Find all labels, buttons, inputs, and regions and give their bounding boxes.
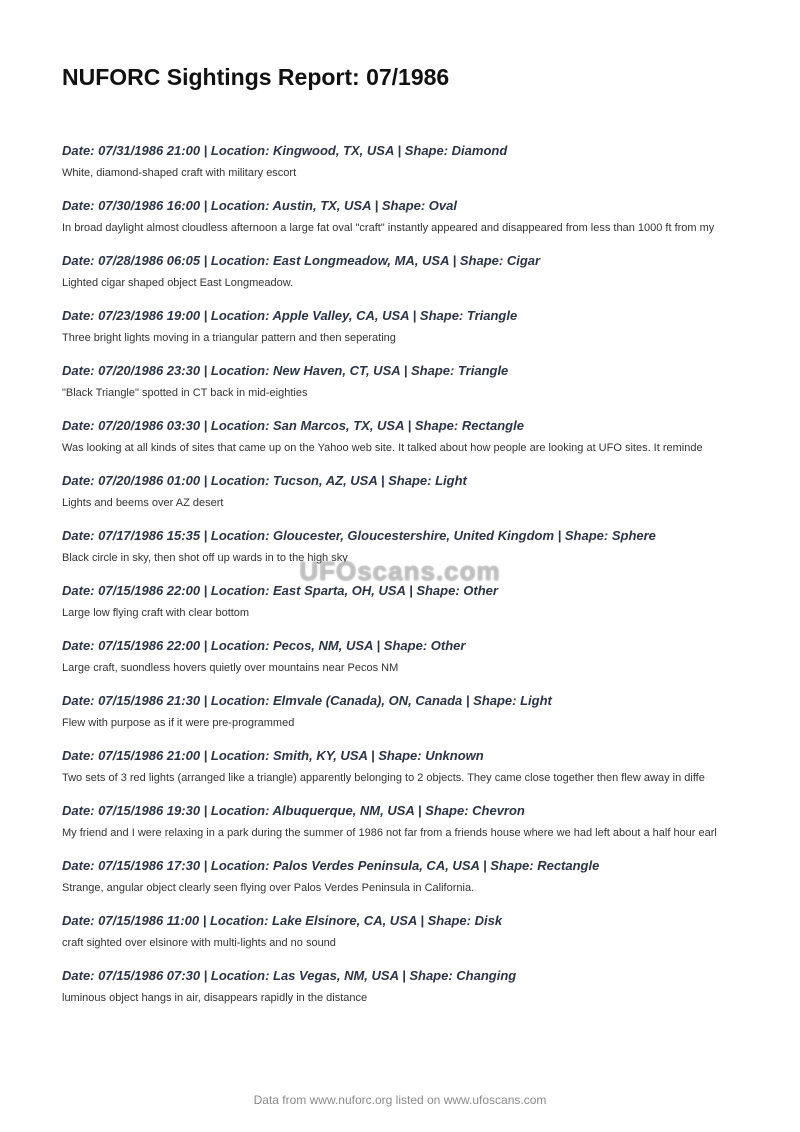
entry-description: Lights and beems over AZ desert	[62, 497, 224, 509]
entry-description: My friend and I were relaxing in a park during the summer of 1986 not far from a friends house where we had left about a half hour earl	[62, 827, 717, 839]
list-item	[62, 528, 742, 566]
watermark-logo: UFOscans.com	[299, 556, 501, 586]
entry-heading: Date: 07/15/1986 11:00 | Location: Lake Elsinore, CA, USA | Shape: Disk	[62, 913, 503, 928]
entry-description: Strange, angular object clearly seen flying over Palos Verdes Peninsula in California.	[62, 882, 475, 894]
entry-description: Large craft, suondless hovers quietly over mountains near Pecos NM	[62, 662, 399, 674]
entry-description: "Black Triangle" spotted in CT back in mid-eighties	[62, 387, 308, 399]
list-item	[62, 968, 742, 1006]
list-item	[62, 308, 742, 346]
list-item	[62, 913, 742, 951]
list-item	[62, 638, 742, 676]
entry-description: Three bright lights moving in a triangular pattern and then seperating	[62, 332, 396, 344]
list-item	[62, 253, 742, 291]
list-item	[62, 583, 742, 621]
entry-heading: Date: 07/20/1986 23:30 | Location: New Haven, CT, USA | Shape: Triangle	[62, 363, 509, 378]
entry-heading: Date: 07/20/1986 01:00 | Location: Tucson, AZ, USA | Shape: Light	[62, 473, 467, 488]
entry-heading: Date: 07/15/1986 17:30 | Location: Palos Verdes Peninsula, CA, USA | Shape: Rectangle	[62, 858, 600, 873]
entry-description: Flew with purpose as if it were pre-programmed	[62, 717, 295, 729]
entry-description: craft sighted over elsinore with multi-lights and no sound	[62, 937, 336, 949]
entry-description: In broad daylight almost cloudless afternoon a large fat oval "craft" instantly appeared and disappeared from less than 1000 ft from my	[62, 222, 715, 234]
page-title: NUFORC Sightings Report: 07/1986	[62, 64, 450, 90]
list-item	[62, 473, 742, 511]
entry-heading: Date: 07/20/1986 03:30 | Location: San Marcos, TX, USA | Shape: Rectangle	[62, 418, 524, 433]
entry-heading: Date: 07/15/1986 19:30 | Location: Albuquerque, NM, USA | Shape: Chevron	[62, 803, 525, 818]
entry-description: luminous object hangs in air, disappears rapidly in the distance	[62, 992, 368, 1004]
entry-heading: Date: 07/31/1986 21:00 | Location: Kingwood, TX, USA | Shape: Diamond	[62, 143, 508, 158]
list-item	[62, 363, 742, 401]
entry-heading: Date: 07/30/1986 16:00 | Location: Austin, TX, USA | Shape: Oval	[62, 198, 457, 213]
footer-credit: Data from www.nuforc.org listed on www.ufoscans.com	[253, 1093, 547, 1107]
entry-heading: Date: 07/15/1986 21:30 | Location: Elmvale (Canada), ON, Canada | Shape: Light	[62, 693, 552, 708]
list-item	[62, 748, 742, 786]
list-item	[62, 198, 742, 236]
entry-description: Two sets of 3 red lights (arranged like a triangle) apparently belonging to 2 objects. They came close together then flew away in diffe	[62, 772, 705, 784]
list-item	[62, 803, 742, 841]
entry-description: Lighted cigar shaped object East Longmeadow.	[62, 277, 294, 289]
list-item	[62, 418, 742, 456]
entry-heading: Date: 07/15/1986 22:00 | Location: Pecos, NM, USA | Shape: Other	[62, 638, 466, 653]
entry-description: Large low flying craft with clear bottom	[62, 607, 250, 619]
list-item	[62, 143, 742, 181]
list-item	[62, 693, 742, 731]
entry-heading: Date: 07/23/1986 19:00 | Location: Apple Valley, CA, USA | Shape: Triangle	[62, 308, 518, 323]
sightings-list	[62, 143, 742, 1023]
entry-heading: Date: 07/15/1986 22:00 | Location: East Sparta, OH, USA | Shape: Other	[62, 583, 498, 598]
entry-heading: Date: 07/17/1986 15:35 | Location: Gloucester, Gloucestershire, United Kingdom | Shape: Sphere	[62, 528, 656, 543]
entry-heading: Date: 07/28/1986 06:05 | Location: East Longmeadow, MA, USA | Shape: Cigar	[62, 253, 541, 268]
list-item	[62, 858, 742, 896]
entry-description: Black circle in sky, then shot off up wards in to the high sky	[62, 552, 348, 564]
entry-description: White, diamond-shaped craft with military escort	[62, 167, 297, 179]
entry-heading: Date: 07/15/1986 07:30 | Location: Las Vegas, NM, USA | Shape: Changing	[62, 968, 517, 983]
entry-heading: Date: 07/15/1986 21:00 | Location: Smith, KY, USA | Shape: Unknown	[62, 748, 484, 763]
entry-description: Was looking at all kinds of sites that came up on the Yahoo web site. It talked about how people are looking at UFO sites. It reminde	[62, 442, 703, 454]
